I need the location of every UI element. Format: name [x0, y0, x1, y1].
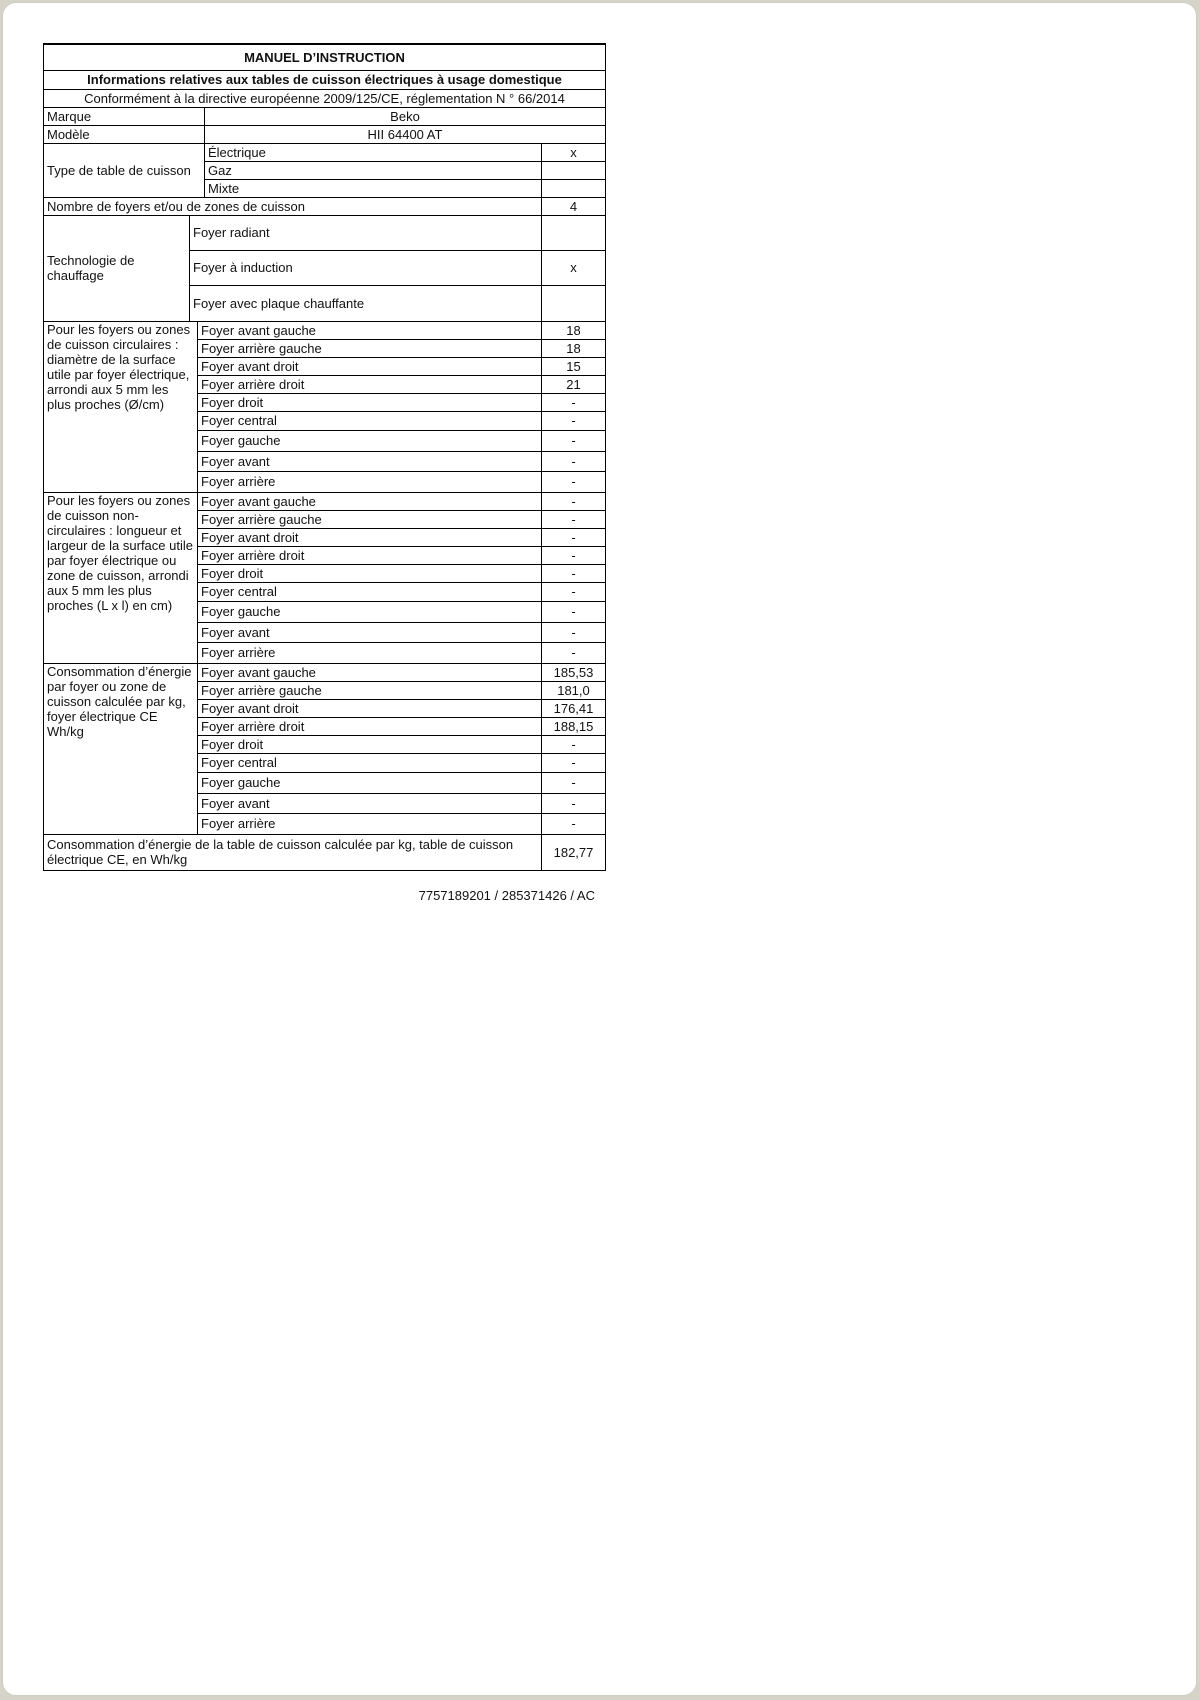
energy-per-zone-zone-value: -: [542, 753, 606, 772]
energy-per-zone-zone-name: Foyer avant: [198, 793, 542, 813]
document-subtitle: Informations relatives aux tables de cuisson électriques à usage domestique: [44, 70, 606, 89]
circular-diameter-zone-value: -: [542, 471, 606, 492]
noncircular-size-zone-name: Foyer arrière droit: [198, 546, 542, 564]
hob-type-value: [542, 161, 606, 179]
zones-count-label: Nombre de foyers et/ou de zones de cuisson: [44, 197, 542, 215]
energy-per-zone-zone-name: Foyer droit: [198, 735, 542, 753]
document-page: [2, 2, 1197, 1696]
circular-diameter-zone-name: Foyer central: [198, 411, 542, 430]
energy-per-zone-zone-name: Foyer arrière gauche: [198, 681, 542, 699]
circular-diameter-zone-value: 21: [542, 375, 606, 393]
model-label: Modèle: [44, 125, 205, 143]
circular-diameter-zone-value: 18: [542, 321, 606, 339]
energy-per-zone-zone-name: Foyer central: [198, 753, 542, 772]
noncircular-size-zone-value: -: [542, 492, 606, 510]
document-title: MANUEL D’INSTRUCTION: [44, 44, 606, 70]
noncircular-size-zone-name: Foyer avant droit: [198, 528, 542, 546]
heating-tech-value: x: [542, 250, 606, 285]
noncircular-size-row: [44, 492, 606, 510]
circular-diameter-zone-name: Foyer arrière gauche: [198, 339, 542, 357]
noncircular-size-zone-value: -: [542, 601, 606, 622]
energy-per-zone-zone-name: Foyer arrière droit: [198, 717, 542, 735]
energy-per-zone-zone-value: 181,0: [542, 681, 606, 699]
zones-count-value: 4: [542, 197, 606, 215]
brand-label: Marque: [44, 107, 205, 125]
spec-table: [43, 43, 606, 871]
circular-diameter-zone-value: -: [542, 411, 606, 430]
hob-type-value: [542, 179, 606, 197]
conformity-note: Conformément à la directive européenne 2009/125/CE, réglementation N ° 66/2014: [44, 89, 606, 107]
hob-type-value: x: [542, 143, 606, 161]
energy-per-zone-zone-value: 176,41: [542, 699, 606, 717]
circular-diameter-zone-value: 18: [542, 339, 606, 357]
noncircular-size-zone-name: Foyer arrière: [198, 642, 542, 663]
hob-type-name: Mixte: [205, 179, 542, 197]
energy-per-zone-row: [44, 663, 606, 681]
noncircular-size-zone-name: Foyer gauche: [198, 601, 542, 622]
noncircular-size-zone-value: -: [542, 546, 606, 564]
noncircular-size-zone-name: Foyer avant: [198, 622, 542, 642]
energy-per-zone-zone-value: -: [542, 793, 606, 813]
heating-tech-value: [542, 215, 606, 250]
heating-tech-name: Foyer avec plaque chauffante: [190, 285, 542, 321]
circular-diameter-zone-name: Foyer avant droit: [198, 357, 542, 375]
circular-diameter-row: [44, 321, 606, 339]
heating-tech-name: Foyer à induction: [190, 250, 542, 285]
noncircular-size-zone-value: -: [542, 622, 606, 642]
energy-per-zone-zone-name: Foyer avant droit: [198, 699, 542, 717]
energy-per-zone-zone-value: -: [542, 813, 606, 834]
heating-tech-label: Technologie de chauffage: [44, 215, 190, 321]
circular-diameter-zone-name: Foyer avant: [198, 451, 542, 471]
noncircular-size-zone-name: Foyer avant gauche: [198, 492, 542, 510]
circular-diameter-zone-name: Foyer gauche: [198, 430, 542, 451]
circular-diameter-label: Pour les foyers ou zones de cuisson circulaires : diamètre de la surface utile par foyer électrique, arrondi aux 5 mm les plus proches (Ø/cm): [44, 321, 198, 492]
hob-type-name: Électrique: [205, 143, 542, 161]
energy-per-zone-label: Consommation d’énergie par foyer ou zone de cuisson calculée par kg, foyer électrique CE Wh/kg: [44, 663, 198, 834]
circular-diameter-zone-value: -: [542, 451, 606, 471]
model-value: HII 64400 AT: [205, 125, 606, 143]
circular-diameter-zone-name: Foyer avant gauche: [198, 321, 542, 339]
circular-diameter-zone-value: 15: [542, 357, 606, 375]
noncircular-size-zone-name: Foyer droit: [198, 564, 542, 582]
noncircular-size-zone-value: -: [542, 510, 606, 528]
noncircular-size-zone-name: Foyer arrière gauche: [198, 510, 542, 528]
circular-diameter-zone-value: -: [542, 430, 606, 451]
circular-diameter-zone-value: -: [542, 393, 606, 411]
energy-per-zone-zone-name: Foyer gauche: [198, 772, 542, 793]
noncircular-size-zone-value: -: [542, 642, 606, 663]
noncircular-size-zone-value: -: [542, 564, 606, 582]
brand-value: Beko: [205, 107, 606, 125]
noncircular-size-zone-name: Foyer central: [198, 582, 542, 601]
energy-per-zone-zone-name: Foyer avant gauche: [198, 663, 542, 681]
energy-total-row: [44, 834, 606, 870]
energy-total-label: Consommation d’énergie de la table de cuisson calculée par kg, table de cuisson électrique CE, en Wh/kg: [44, 834, 542, 870]
circular-diameter-zone-name: Foyer droit: [198, 393, 542, 411]
heating-tech-value: [542, 285, 606, 321]
hob-type-label: Type de table de cuisson: [44, 143, 205, 197]
energy-per-zone-zone-value: 185,53: [542, 663, 606, 681]
document-code: 7757189201 / 285371426 / AC: [418, 888, 595, 903]
noncircular-size-zone-value: -: [542, 582, 606, 601]
energy-per-zone-zone-value: -: [542, 772, 606, 793]
noncircular-size-zone-value: -: [542, 528, 606, 546]
energy-per-zone-zone-value: -: [542, 735, 606, 753]
noncircular-size-label: Pour les foyers ou zones de cuisson non-circulaires : longueur et largeur de la surface utile par foyer électrique ou zone de cuisson, arrondi aux 5 mm les plus proches (L x l) en cm): [44, 492, 198, 663]
energy-per-zone-zone-value: 188,15: [542, 717, 606, 735]
hob-type-name: Gaz: [205, 161, 542, 179]
energy-total-value: 182,77: [542, 834, 606, 870]
energy-per-zone-zone-name: Foyer arrière: [198, 813, 542, 834]
heating-tech-name: Foyer radiant: [190, 215, 542, 250]
circular-diameter-zone-name: Foyer arrière: [198, 471, 542, 492]
circular-diameter-zone-name: Foyer arrière droit: [198, 375, 542, 393]
